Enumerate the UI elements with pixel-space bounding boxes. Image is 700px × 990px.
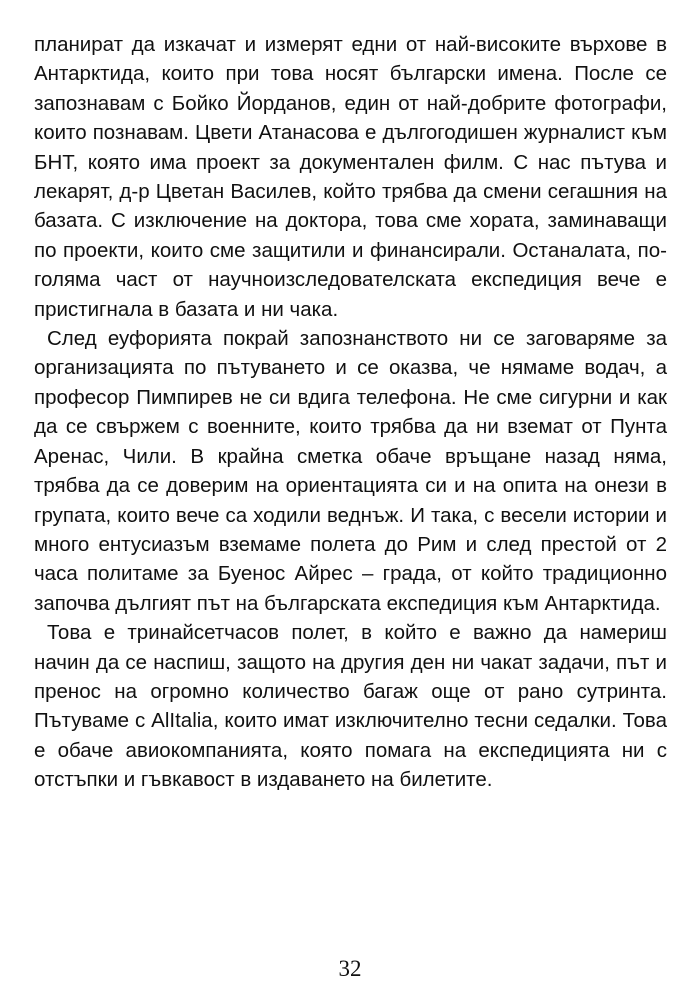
paragraph-3: Това е тринайсетчасов полет, в който е важно да намериш начин да се наспиш, защото на другия ден ни чакат задачи, път и пренос на огромно количество багаж още от рано сутринта. Пътуваме с AlItalia, които имат изключително тесни седалки. Това е обаче авиокомпанията, която помага на експедицията ни с отстъпки и гъвкавост в издаването на билетите. [34, 621, 667, 792]
page-number: 32 [338, 956, 362, 981]
paragraph-2: След еуфорията покрай запознанството ни се заговаряме за организацията по пътуването и се оказва, че нямаме водач, а професор Пимпирев не си вдига телефона. Не сме сигурни и как да се свържем с военните, които трябва да ни вземат от Пунта Аренас, Чили. В крайна сметка обаче връщане назад няма, трябва да се доверим на ориентацията си и на опита на онези в групата, които вече са ходили веднъж. И така, с весели истории и много ентусиазъм вземаме полета до Рим и след престой от 2 часа политаме за Буенос Айрес – града, от който традиционно започва дългият път на българската експедиция към Антарктида. [34, 327, 667, 615]
body-text [34, 30, 667, 795]
paragraph-1: планират да изкачат и измерят едни от най-високите върхове в Антарктида, които при това носят български имена. После се запознавам с Бойко Йорданов, един от най-добрите фотографи, които познавам. Цвети Атанасова е дългогодишен журналист към БНТ, която има проект за документален филм. С нас пътува и лекарят, д-р Цветан Василев, който трябва да смени сегашния на базата. С изключение на доктора, това сме хората, заминаващи по проекти, които сме защитили и финансирали. Останалата, по-голяма част от научноизследователската експедиция вече е пристигнала в базата и ни чака. [34, 33, 667, 321]
